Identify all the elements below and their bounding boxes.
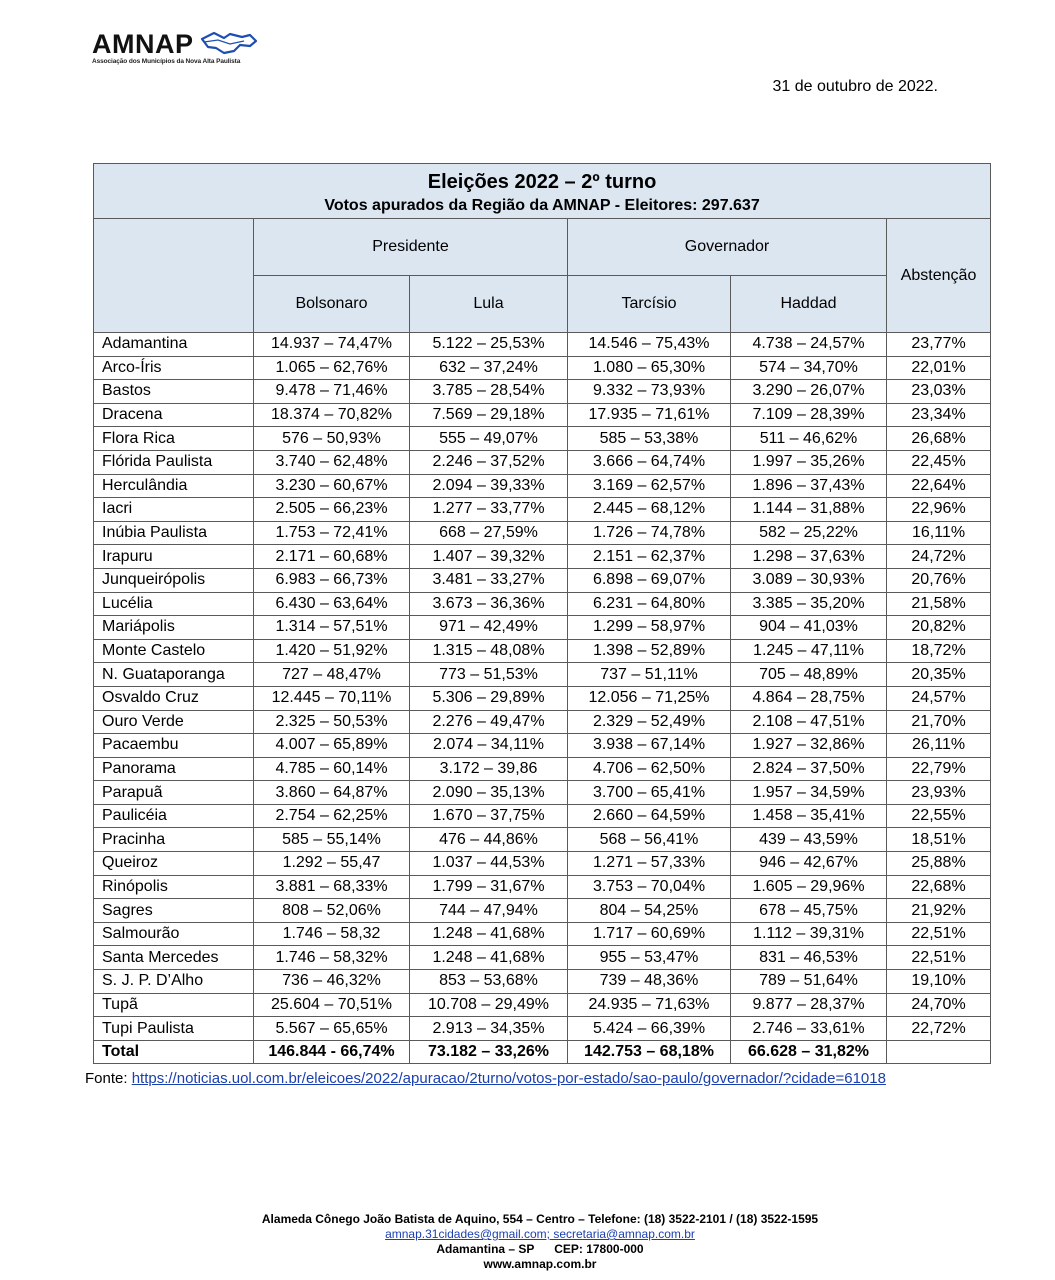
row-bolsonaro: 1.065 – 62,76% (254, 356, 410, 380)
header-president: Presidente (254, 219, 568, 276)
table-row (94, 450, 991, 474)
table-row (94, 922, 991, 946)
row-tarcisio: 2.445 – 68,12% (568, 498, 731, 522)
row-city: Salmourão (94, 922, 254, 946)
row-city: Iacri (94, 498, 254, 522)
row-tarcisio: 14.546 – 75,43% (568, 333, 731, 357)
row-tarcisio: 3.753 – 70,04% (568, 875, 731, 899)
table-row (94, 521, 991, 545)
row-tarcisio: 1.299 – 58,97% (568, 616, 731, 640)
row-lula: 2.090 – 35,13% (410, 781, 568, 805)
row-lula: 1.277 – 33,77% (410, 498, 568, 522)
document-date: 31 de outubro de 2022. (772, 78, 938, 95)
row-abstention: 21,58% (887, 592, 991, 616)
row-bolsonaro: 25.604 – 70,51% (254, 993, 410, 1017)
row-bolsonaro: 4.007 – 65,89% (254, 734, 410, 758)
row-city: Arco-Íris (94, 356, 254, 380)
table-row (94, 875, 991, 899)
row-bolsonaro: 2.325 – 50,53% (254, 710, 410, 734)
row-haddad: 1.144 – 31,88% (731, 498, 887, 522)
row-lula: 1.037 – 44,53% (410, 852, 568, 876)
row-bolsonaro: 6.983 – 66,73% (254, 568, 410, 592)
row-city: Parapuã (94, 781, 254, 805)
row-tarcisio: 6.231 – 64,80% (568, 592, 731, 616)
row-city: Pracinha (94, 828, 254, 852)
row-city: Paulicéia (94, 804, 254, 828)
header-haddad: Haddad (731, 276, 887, 333)
row-bolsonaro: 3.230 – 60,67% (254, 474, 410, 498)
row-lula: 7.569 – 29,18% (410, 403, 568, 427)
row-lula: 2.276 – 49,47% (410, 710, 568, 734)
row-lula: 1.799 – 31,67% (410, 875, 568, 899)
row-lula: 632 – 37,24% (410, 356, 568, 380)
row-abstention: 22,51% (887, 922, 991, 946)
row-lula: 5.122 – 25,53% (410, 333, 568, 357)
source-label: Fonte: (85, 1070, 128, 1087)
row-haddad: 4.738 – 24,57% (731, 333, 887, 357)
row-haddad: 9.877 – 28,37% (731, 993, 887, 1017)
table-row (94, 356, 991, 380)
row-bolsonaro: 2.754 – 62,25% (254, 804, 410, 828)
row-city: Pacaembu (94, 734, 254, 758)
row-haddad: 1.112 – 39,31% (731, 922, 887, 946)
row-tarcisio: 6.898 – 69,07% (568, 568, 731, 592)
row-haddad: 2.746 – 33,61% (731, 1017, 887, 1041)
row-lula: 1.248 – 41,68% (410, 922, 568, 946)
table-row (94, 474, 991, 498)
row-haddad: 789 – 51,64% (731, 970, 887, 994)
row-abstention: 21,92% (887, 899, 991, 923)
row-bolsonaro: 4.785 – 60,14% (254, 757, 410, 781)
table-row (94, 899, 991, 923)
row-bolsonaro: 1.746 – 58,32 (254, 922, 410, 946)
row-tarcisio: 955 – 53,47% (568, 946, 731, 970)
row-bolsonaro: 9.478 – 71,46% (254, 380, 410, 404)
table-row (94, 592, 991, 616)
row-lula: 668 – 27,59% (410, 521, 568, 545)
row-tarcisio: 3.938 – 67,14% (568, 734, 731, 758)
row-haddad: 678 – 45,75% (731, 899, 887, 923)
row-city: Monte Castelo (94, 639, 254, 663)
row-abstention: 23,77% (887, 333, 991, 357)
table-row (94, 993, 991, 1017)
row-abstention: 18,72% (887, 639, 991, 663)
row-abstention: 16,11% (887, 521, 991, 545)
row-abstention: 22,55% (887, 804, 991, 828)
row-bolsonaro: 808 – 52,06% (254, 899, 410, 923)
row-haddad: 582 – 25,22% (731, 521, 887, 545)
row-abstention: 22,68% (887, 875, 991, 899)
row-haddad: 705 – 48,89% (731, 663, 887, 687)
row-abstention: 22,79% (887, 757, 991, 781)
table-row (94, 545, 991, 569)
row-city: Osvaldo Cruz (94, 686, 254, 710)
table-row (94, 498, 991, 522)
row-bolsonaro: 576 – 50,93% (254, 427, 410, 451)
table-title: Eleições 2022 – 2º turno (427, 170, 657, 193)
row-bolsonaro: 727 – 48,47% (254, 663, 410, 687)
row-tarcisio: 4.706 – 62,50% (568, 757, 731, 781)
row-lula: 3.785 – 28,54% (410, 380, 568, 404)
row-haddad: 3.290 – 26,07% (731, 380, 887, 404)
row-tarcisio: 17.935 – 71,61% (568, 403, 731, 427)
row-haddad: 1.245 – 47,11% (731, 639, 887, 663)
footer-address: Alameda Cônego João Batista de Aquino, 554 – Centro – Telefone: (18) 3522-2101 / (18) 3522-1595 (261, 1212, 819, 1226)
source-line (85, 1070, 886, 1087)
row-abstention: 22,72% (887, 1017, 991, 1041)
row-tarcisio: 3.169 – 62,57% (568, 474, 731, 498)
row-tarcisio: 739 – 48,36% (568, 970, 731, 994)
row-abstention: 23,03% (887, 380, 991, 404)
row-bolsonaro: 1.292 – 55,47 (254, 852, 410, 876)
row-city: Lucélia (94, 592, 254, 616)
table-row (94, 781, 991, 805)
row-city: Ouro Verde (94, 710, 254, 734)
row-lula: 1.248 – 41,68% (410, 946, 568, 970)
row-haddad: 7.109 – 28,39% (731, 403, 887, 427)
row-tarcisio: 9.332 – 73,93% (568, 380, 731, 404)
row-city: Queiroz (94, 852, 254, 876)
row-city: Tupã (94, 993, 254, 1017)
row-lula: 853 – 53,68% (410, 970, 568, 994)
row-tarcisio: 3.700 – 65,41% (568, 781, 731, 805)
header-tarcisio: Tarcísio (568, 276, 731, 333)
row-lula: 5.306 – 29,89% (410, 686, 568, 710)
row-lula: 1.407 – 39,32% (410, 545, 568, 569)
row-tarcisio: 1.398 – 52,89% (568, 639, 731, 663)
row-abstention: 20,76% (887, 568, 991, 592)
row-tarcisio: 1.080 – 65,30% (568, 356, 731, 380)
row-bolsonaro: 18.374 – 70,82% (254, 403, 410, 427)
row-haddad: 1.896 – 37,43% (731, 474, 887, 498)
table-row (94, 380, 991, 404)
row-tarcisio: 568 – 56,41% (568, 828, 731, 852)
header-abstention: Abstenção (887, 219, 991, 333)
row-tarcisio: 12.056 – 71,25% (568, 686, 731, 710)
row-city: Tupi Paulista (94, 1017, 254, 1041)
row-lula: 3.172 – 39,86 (410, 757, 568, 781)
sao-paulo-map-icon (200, 30, 260, 56)
row-abstention: 24,57% (887, 686, 991, 710)
row-lula: 2.094 – 39,33% (410, 474, 568, 498)
source-link[interactable]: https://noticias.uol.com.br/eleicoes/2022/apuracao/2turno/votos-por-estado/sao-paulo/governador/?cidade=61018 (131, 1070, 886, 1087)
header-city-empty (94, 219, 254, 333)
row-city: Inúbia Paulista (94, 521, 254, 545)
row-city: Adamantina (94, 333, 254, 357)
row-bolsonaro: 3.740 – 62,48% (254, 450, 410, 474)
row-city: Irapuru (94, 545, 254, 569)
row-city: Flórida Paulista (94, 450, 254, 474)
row-abstention: 23,93% (887, 781, 991, 805)
row-lula: 2.246 – 37,52% (410, 450, 568, 474)
row-bolsonaro: 1.746 – 58,32% (254, 946, 410, 970)
row-abstention: 25,88% (887, 852, 991, 876)
row-haddad: 439 – 43,59% (731, 828, 887, 852)
row-city: Rinópolis (94, 875, 254, 899)
row-haddad: 2.824 – 37,50% (731, 757, 887, 781)
row-abstention: 22,45% (887, 450, 991, 474)
table-row (94, 686, 991, 710)
total-row (94, 1040, 991, 1063)
row-tarcisio: 2.329 – 52,49% (568, 710, 731, 734)
row-city: N. Guataporanga (94, 663, 254, 687)
row-lula: 773 – 51,53% (410, 663, 568, 687)
row-abstention: 20,35% (887, 663, 991, 687)
row-tarcisio: 804 – 54,25% (568, 899, 731, 923)
table-row (94, 427, 991, 451)
row-lula: 1.670 – 37,75% (410, 804, 568, 828)
table-row (94, 1017, 991, 1041)
total-tarcisio: 142.753 – 68,18% (568, 1040, 731, 1063)
row-abstention: 26,11% (887, 734, 991, 758)
row-bolsonaro: 3.860 – 64,87% (254, 781, 410, 805)
row-abstention: 22,96% (887, 498, 991, 522)
row-bolsonaro: 5.567 – 65,65% (254, 1017, 410, 1041)
row-haddad: 1.458 – 35,41% (731, 804, 887, 828)
row-haddad: 904 – 41,03% (731, 616, 887, 640)
row-lula: 10.708 – 29,49% (410, 993, 568, 1017)
table-row (94, 757, 991, 781)
row-bolsonaro: 6.430 – 63,64% (254, 592, 410, 616)
table-row (94, 639, 991, 663)
row-tarcisio: 2.660 – 64,59% (568, 804, 731, 828)
row-abstention: 20,82% (887, 616, 991, 640)
row-abstention: 19,10% (887, 970, 991, 994)
total-abstention (887, 1040, 991, 1063)
header-lula: Lula (410, 276, 568, 333)
row-haddad: 946 – 42,67% (731, 852, 887, 876)
row-haddad: 4.864 – 28,75% (731, 686, 887, 710)
logo-wordmark: AMNAP (92, 29, 194, 59)
row-city: Mariápolis (94, 616, 254, 640)
footer-emails[interactable]: amnap.31cidades@gmail.com; secretaria@amnap.com.br (385, 1227, 695, 1241)
table-row (94, 804, 991, 828)
row-abstention: 24,70% (887, 993, 991, 1017)
row-tarcisio: 1.726 – 74,78% (568, 521, 731, 545)
row-city: Bastos (94, 380, 254, 404)
row-city: Dracena (94, 403, 254, 427)
row-lula: 1.315 – 48,08% (410, 639, 568, 663)
row-tarcisio: 1.271 – 57,33% (568, 852, 731, 876)
row-city: Sagres (94, 899, 254, 923)
row-haddad: 2.108 – 47,51% (731, 710, 887, 734)
row-city: Herculândia (94, 474, 254, 498)
row-haddad: 1.605 – 29,96% (731, 875, 887, 899)
row-lula: 971 – 42,49% (410, 616, 568, 640)
table-row (94, 970, 991, 994)
table-title-cell (94, 164, 991, 219)
row-haddad: 511 – 46,62% (731, 427, 887, 451)
row-haddad: 1.927 – 32,86% (731, 734, 887, 758)
table-row (94, 663, 991, 687)
row-lula: 2.913 – 34,35% (410, 1017, 568, 1041)
footer-website: www.amnap.com.br (483, 1257, 597, 1271)
row-lula: 476 – 44,86% (410, 828, 568, 852)
table-row (94, 828, 991, 852)
row-bolsonaro: 14.937 – 74,47% (254, 333, 410, 357)
row-haddad: 574 – 34,70% (731, 356, 887, 380)
row-abstention: 23,34% (887, 403, 991, 427)
row-haddad: 3.385 – 35,20% (731, 592, 887, 616)
footer-city-cep: Adamantina – SP CEP: 17800-000 (436, 1242, 644, 1256)
row-haddad: 1.957 – 34,59% (731, 781, 887, 805)
row-bolsonaro: 1.314 – 57,51% (254, 616, 410, 640)
row-bolsonaro: 1.420 – 51,92% (254, 639, 410, 663)
row-bolsonaro: 12.445 – 70,11% (254, 686, 410, 710)
table-row (94, 616, 991, 640)
row-haddad: 3.089 – 30,93% (731, 568, 887, 592)
logo-subtitle: Associação dos Municípios da Nova Alta Paulista (92, 58, 241, 65)
row-abstention: 22,51% (887, 946, 991, 970)
row-bolsonaro: 2.171 – 60,68% (254, 545, 410, 569)
row-city: Santa Mercedes (94, 946, 254, 970)
row-lula: 2.074 – 34,11% (410, 734, 568, 758)
row-city: Flora Rica (94, 427, 254, 451)
row-abstention: 22,01% (887, 356, 991, 380)
table-row (94, 333, 991, 357)
footer (0, 1212, 1055, 1272)
table-row (94, 946, 991, 970)
row-bolsonaro: 3.881 – 68,33% (254, 875, 410, 899)
row-lula: 744 – 47,94% (410, 899, 568, 923)
total-label: Total (94, 1040, 254, 1063)
total-lula: 73.182 – 33,26% (410, 1040, 568, 1063)
header-bolsonaro: Bolsonaro (254, 276, 410, 333)
row-tarcisio: 24.935 – 71,63% (568, 993, 731, 1017)
row-abstention: 22,64% (887, 474, 991, 498)
row-tarcisio: 1.717 – 60,69% (568, 922, 731, 946)
row-abstention: 24,72% (887, 545, 991, 569)
row-city: Junqueirópolis (94, 568, 254, 592)
amnap-logo (92, 28, 262, 72)
table-row (94, 568, 991, 592)
table-subtitle: Votos apurados da Região da AMNAP - Eleitores: 297.637 (324, 196, 760, 214)
table-row (94, 852, 991, 876)
row-tarcisio: 737 – 51,11% (568, 663, 731, 687)
row-tarcisio: 3.666 – 64,74% (568, 450, 731, 474)
row-lula: 3.673 – 36,36% (410, 592, 568, 616)
row-haddad: 1.298 – 37,63% (731, 545, 887, 569)
table-row (94, 710, 991, 734)
header-governor: Governador (568, 219, 887, 276)
row-city: Panorama (94, 757, 254, 781)
row-bolsonaro: 585 – 55,14% (254, 828, 410, 852)
row-tarcisio: 5.424 – 66,39% (568, 1017, 731, 1041)
row-tarcisio: 2.151 – 62,37% (568, 545, 731, 569)
row-lula: 555 – 49,07% (410, 427, 568, 451)
row-bolsonaro: 736 – 46,32% (254, 970, 410, 994)
row-haddad: 1.997 – 35,26% (731, 450, 887, 474)
table-row (94, 403, 991, 427)
row-lula: 3.481 – 33,27% (410, 568, 568, 592)
election-results-table (93, 163, 991, 1064)
table-row (94, 734, 991, 758)
row-abstention: 26,68% (887, 427, 991, 451)
total-haddad: 66.628 – 31,82% (731, 1040, 887, 1063)
row-bolsonaro: 1.753 – 72,41% (254, 521, 410, 545)
total-bolsonaro: 146.844 - 66,74% (254, 1040, 410, 1063)
row-abstention: 21,70% (887, 710, 991, 734)
row-abstention: 18,51% (887, 828, 991, 852)
row-bolsonaro: 2.505 – 66,23% (254, 498, 410, 522)
row-city: S. J. P. D’Alho (94, 970, 254, 994)
row-haddad: 831 – 46,53% (731, 946, 887, 970)
row-tarcisio: 585 – 53,38% (568, 427, 731, 451)
